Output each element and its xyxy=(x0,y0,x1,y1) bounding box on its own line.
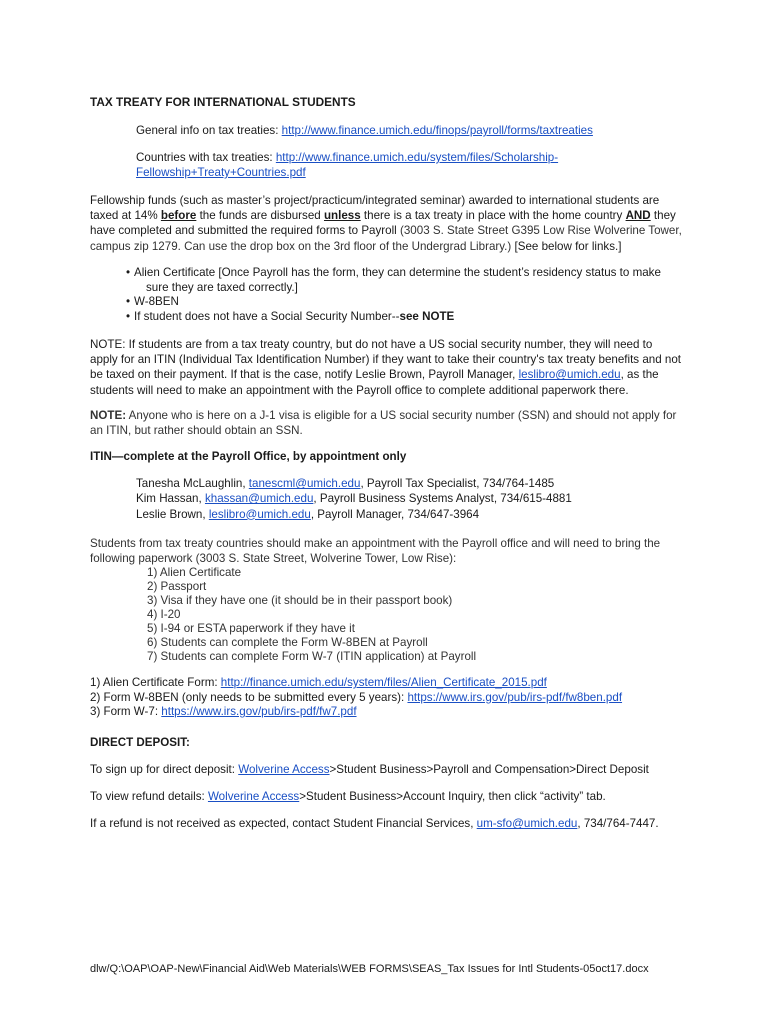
itin-heading: ITIN—complete at the Payroll Office, by appointment only xyxy=(90,450,407,464)
fellowship-see-below: [See below for links.] xyxy=(511,239,622,253)
list-item: 3) Visa if they have one (it should be in their passport book) xyxy=(147,594,453,608)
note-j1-paragraph xyxy=(90,408,682,438)
note2-label: NOTE: xyxy=(90,408,127,422)
fellowship-and: AND xyxy=(625,209,651,223)
req-item1-line2: sure they are taxed correctly.] xyxy=(146,280,298,294)
dd-signup-path: >Student Business>Payroll and Compensation>Direct Deposit xyxy=(329,763,649,777)
list-item xyxy=(90,691,682,705)
paperwork-list xyxy=(90,566,682,664)
form-link[interactable]: https://www.irs.gov/pub/irs-pdf/fw7.pdf xyxy=(161,705,357,719)
countries-link-part2[interactable]: Fellowship+Treaty+Countries.pdf xyxy=(136,166,306,179)
list-item: 1) Alien Certificate xyxy=(147,566,242,580)
refund-details-line xyxy=(90,789,682,804)
list-item xyxy=(90,676,682,690)
list-item: 5) I-94 or ESTA paperwork if they have it xyxy=(147,622,355,636)
forms-list xyxy=(90,676,682,719)
direct-deposit-signup-line xyxy=(90,762,682,777)
contact-role: , Payroll Tax Specialist, 734/764-1485 xyxy=(360,477,555,491)
contact-email-link[interactable]: tanescml@umich.edu xyxy=(248,477,361,491)
contacts-list xyxy=(136,476,682,522)
form-link[interactable]: https://www.irs.gov/pub/irs-pdf/fw8ben.pdf xyxy=(407,690,623,704)
list-item: 6) Students can complete the Form W-8BEN at Payroll xyxy=(147,636,428,650)
fellowship-address: (3003 S. State Street G395 Low Rise Wolverine Tower, campus zip 1279. Can use the drop box on the 3rd floor of the Undergrad Library.) xyxy=(90,224,682,253)
fellowship-text-1: Fellowship funds (such as master’s project/practicum/integrated seminar) awarded to international students are taxed at 14% xyxy=(90,194,660,223)
req-item3-text: If student does not have a Social Security Number-- xyxy=(134,310,400,324)
contact-role: , Payroll Manager, 734/647-3964 xyxy=(310,507,480,521)
wolverine-access-link[interactable]: Wolverine Access xyxy=(238,763,330,777)
sfs-email-link[interactable]: um-sfo@umich.edu xyxy=(476,817,578,831)
form-label: 2) Form W-8BEN (only needs to be submitted every 5 years): xyxy=(90,690,408,704)
note-itin-paragraph xyxy=(90,337,682,398)
list-item xyxy=(90,310,682,325)
req-item2: W-8BEN xyxy=(134,295,179,309)
form-label: 1) Alien Certificate Form: xyxy=(90,676,221,690)
document-title: TAX TREATY FOR INTERNATIONAL STUDENTS xyxy=(90,95,356,109)
note1-text-2: , as the students will need to make an appointment with the Payroll office to complete additional paperwork there. xyxy=(90,368,659,397)
countries-line xyxy=(136,150,682,180)
note1-email-link[interactable]: leslibro@umich.edu xyxy=(518,368,621,382)
list-item xyxy=(136,476,682,491)
general-info-line xyxy=(136,123,682,138)
bullet-icon: • xyxy=(126,295,131,309)
fellowship-text-3: there is a tax treaty in place with the home country xyxy=(360,209,626,223)
contact-name: Leslie Brown, xyxy=(136,507,209,521)
requirements-list xyxy=(90,266,682,325)
fellowship-before: before xyxy=(160,209,197,223)
list-item xyxy=(90,295,682,310)
students-paragraph: Students from tax treaty countries should make an appointment with the Payroll office and will need to bring the following paperwork (3003 S. State Street, Wolverine Tower, Low Rise): xyxy=(90,536,661,566)
note1-text-1: NOTE: If students are from a tax treaty country, but do not have a US social security number, they will need to apply for an ITIN (Individual Tax Identification Number) if they want to take their country's tax treaty benefits and not be taxed on their payment. If that is the case, notify Leslie Brown, Payroll Manager, xyxy=(90,338,682,382)
dd-contact-phone: , 734/764-7447. xyxy=(577,817,659,831)
fellowship-paragraph xyxy=(90,193,682,254)
dd-contact-text: If a refund is not received as expected, contact Student Financial Services, xyxy=(90,817,477,831)
list-item: 2) Passport xyxy=(147,580,207,594)
list-item xyxy=(90,705,682,719)
bullet-icon: • xyxy=(126,310,131,324)
list-item: 4) I-20 xyxy=(147,608,181,622)
general-info-label: General info on tax treaties: xyxy=(136,124,279,137)
list-item: 7) Students can complete Form W-7 (ITIN application) at Payroll xyxy=(147,650,477,664)
req-item1-line1: Alien Certificate [Once Payroll has the form, they can determine the student’s residency status to make xyxy=(134,265,661,279)
form-link[interactable]: http://finance.umich.edu/system/files/Alien_Certificate_2015.pdf xyxy=(220,676,547,690)
list-item xyxy=(90,266,682,296)
refund-contact-line xyxy=(90,816,682,831)
contact-email-link[interactable]: khassan@umich.edu xyxy=(204,492,314,506)
req-item3-see-note: see NOTE xyxy=(399,310,455,324)
contact-name: Kim Hassan, xyxy=(136,492,205,506)
contact-name: Tanesha McLaughlin, xyxy=(136,477,249,491)
dd-refund-text: To view refund details: xyxy=(90,790,208,804)
document-page xyxy=(90,95,682,843)
general-info-link[interactable]: http://www.finance.umich.edu/finops/payroll/forms/taxtreaties xyxy=(281,124,593,137)
direct-deposit-heading: DIRECT DEPOSIT: xyxy=(90,736,190,750)
list-item xyxy=(136,491,682,506)
contact-email-link[interactable]: leslibro@umich.edu xyxy=(208,507,311,521)
fellowship-text-4: they have completed and submitted the required forms to Payroll xyxy=(90,209,676,238)
form-label: 3) Form W-7: xyxy=(90,705,162,719)
bullet-icon: • xyxy=(126,265,131,279)
list-item xyxy=(136,507,682,522)
document-footer-path: dlw/Q:\OAP\OAP-New\Financial Aid\Web Materials\WEB FORMS\SEAS_Tax Issues for Intl Students-05oct17.docx xyxy=(90,963,649,975)
fellowship-unless: unless xyxy=(323,209,361,223)
note2-text: Anyone who is here on a J-1 visa is eligible for a US social security number (SSN) and should not apply for an ITIN, but rather should obtain an SSN. xyxy=(90,408,677,438)
countries-link-part1[interactable]: http://www.finance.umich.edu/system/files/Scholarship- xyxy=(275,151,559,164)
dd-signup-text: To sign up for direct deposit: xyxy=(90,763,239,777)
wolverine-access-link[interactable]: Wolverine Access xyxy=(207,790,300,804)
dd-refund-path: >Student Business>Account Inquiry, then click “activity” tab. xyxy=(299,790,606,804)
contact-role: , Payroll Business Systems Analyst, 734/615-4881 xyxy=(313,492,572,506)
countries-label: Countries with tax treaties: xyxy=(136,151,273,164)
fellowship-text-2: the funds are disbursed xyxy=(196,209,324,223)
